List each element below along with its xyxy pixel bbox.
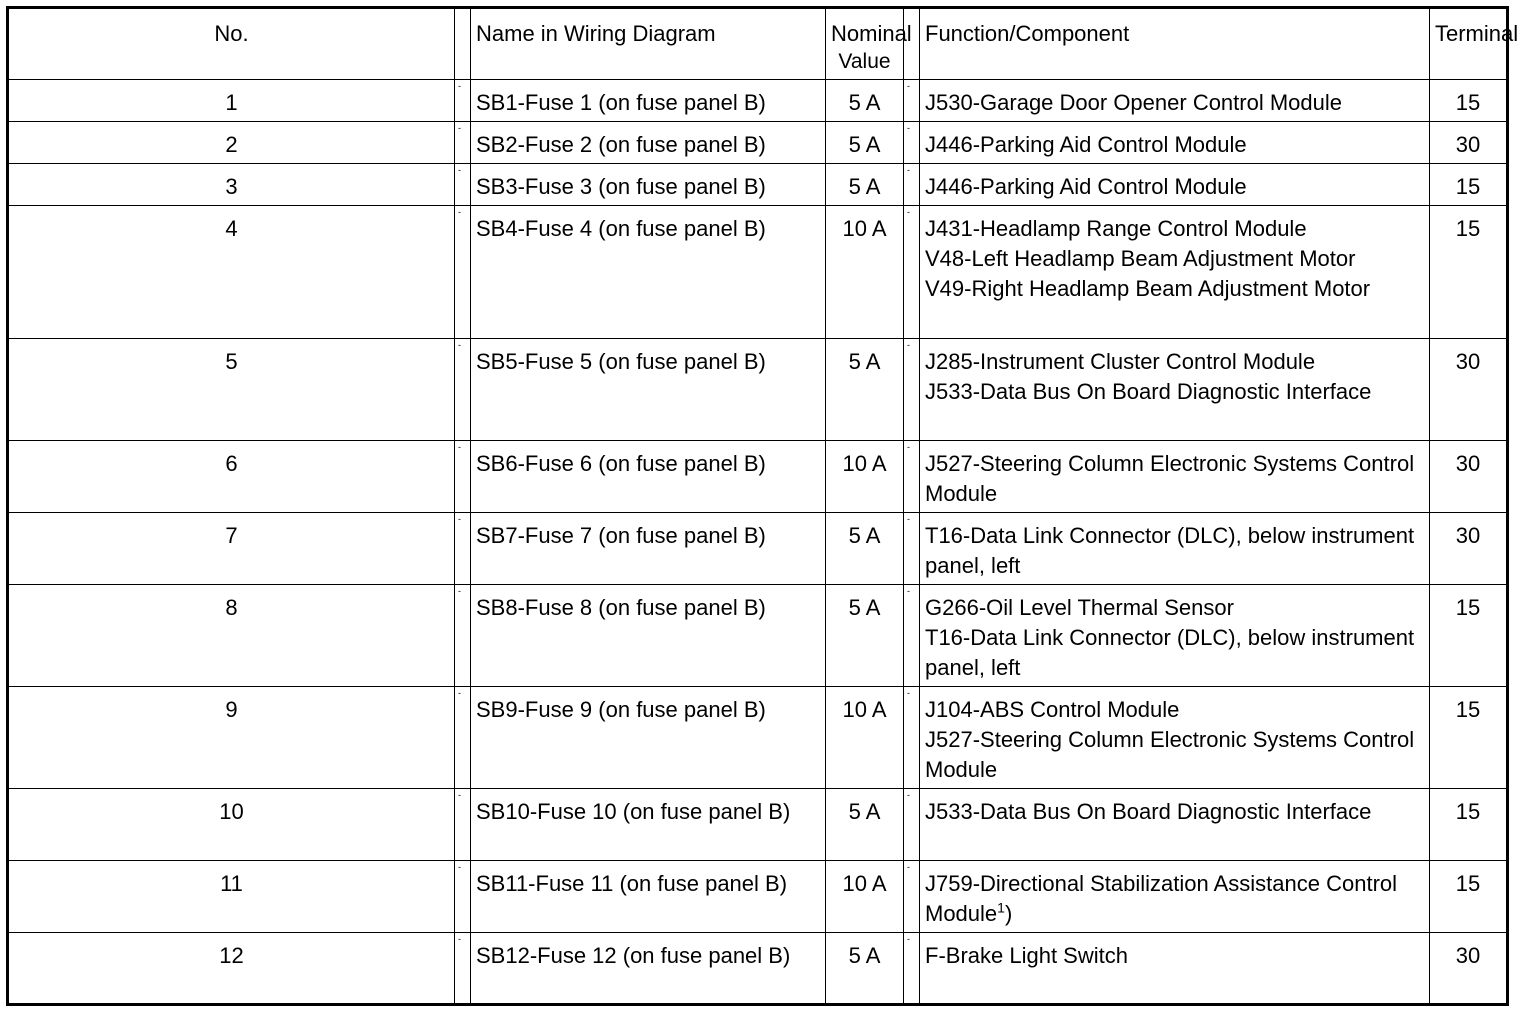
- wiring-diagram-name: SB1-Fuse 1 (on fuse panel B): [471, 80, 826, 122]
- nominal-value: 5 A: [826, 164, 904, 206]
- footnote-marker: 1: [997, 899, 1005, 916]
- function-component: [920, 122, 1430, 164]
- function-line: [925, 347, 1424, 377]
- function-component: [920, 206, 1430, 339]
- function-component: [920, 585, 1430, 687]
- table-row: [8, 789, 1508, 861]
- fuse-number: 10: [8, 789, 455, 861]
- function-component: [920, 339, 1430, 441]
- function-line: [925, 274, 1424, 304]
- table-row: [8, 339, 1508, 441]
- function-line: [925, 593, 1424, 623]
- table-row: [8, 687, 1508, 789]
- fuse-number: 6: [8, 441, 455, 513]
- fuse-number: 11: [8, 861, 455, 933]
- terminal-value: 15: [1430, 789, 1508, 861]
- terminal-value: 15: [1430, 585, 1508, 687]
- function-text: V48-Left Headlamp Beam Adjustment Motor: [925, 246, 1356, 271]
- table-row: [8, 441, 1508, 513]
- function-line: [925, 88, 1424, 118]
- gap-mark: -: [904, 80, 920, 122]
- gap-mark: -: [904, 339, 920, 441]
- gap-mark: -: [904, 441, 920, 513]
- gap-mark: -: [455, 861, 471, 933]
- wiring-diagram-name: SB3-Fuse 3 (on fuse panel B): [471, 164, 826, 206]
- nominal-value: 5 A: [826, 80, 904, 122]
- nominal-value: 10 A: [826, 441, 904, 513]
- header-gap: [455, 8, 471, 80]
- function-text: V49-Right Headlamp Beam Adjustment Motor: [925, 276, 1371, 301]
- nominal-value: 10 A: [826, 861, 904, 933]
- function-line: [925, 449, 1424, 509]
- nominal-value: 10 A: [826, 206, 904, 339]
- function-component: [920, 513, 1430, 585]
- gap-mark: -: [455, 687, 471, 789]
- nominal-value: 5 A: [826, 513, 904, 585]
- terminal-value: 30: [1430, 441, 1508, 513]
- terminal-value: 30: [1430, 513, 1508, 585]
- gap-mark: -: [904, 933, 920, 1005]
- wiring-diagram-name: SB4-Fuse 4 (on fuse panel B): [471, 206, 826, 339]
- function-component: [920, 441, 1430, 513]
- header-function: Function/Component: [920, 8, 1430, 80]
- table-body: [8, 80, 1508, 1005]
- gap-mark: -: [904, 122, 920, 164]
- terminal-value: 30: [1430, 122, 1508, 164]
- wiring-diagram-name: SB10-Fuse 10 (on fuse panel B): [471, 789, 826, 861]
- gap-mark: -: [904, 164, 920, 206]
- function-line: [925, 377, 1424, 407]
- wiring-diagram-name: SB7-Fuse 7 (on fuse panel B): [471, 513, 826, 585]
- table-row: [8, 164, 1508, 206]
- gap-mark: -: [904, 861, 920, 933]
- terminal-value: 15: [1430, 164, 1508, 206]
- gap-mark: -: [455, 789, 471, 861]
- function-text: J431-Headlamp Range Control Module: [925, 216, 1307, 241]
- gap-mark: -: [904, 585, 920, 687]
- header-nominal-value: [826, 8, 912, 80]
- header-name: Name in Wiring Diagram: [471, 8, 826, 80]
- function-text: T16-Data Link Connector (DLC), below instrument panel, left: [925, 625, 1415, 680]
- fuse-number: 8: [8, 585, 455, 687]
- terminal-value: 15: [1430, 80, 1508, 122]
- function-component: [920, 789, 1430, 861]
- fuse-number: 1: [8, 80, 455, 122]
- function-line: [925, 244, 1424, 274]
- fuse-table: [6, 6, 1519, 1006]
- fuse-number: 4: [8, 206, 455, 339]
- gap-mark: -: [455, 206, 471, 339]
- fuse-number: 9: [8, 687, 455, 789]
- nominal-value: 5 A: [826, 789, 904, 861]
- header-nominal-bottom: Value: [838, 50, 891, 73]
- table-row: [8, 585, 1508, 687]
- function-text: J530-Garage Door Opener Control Module: [925, 90, 1343, 115]
- terminal-value: 15: [1430, 687, 1508, 789]
- terminal-value: 30: [1430, 339, 1508, 441]
- table-row: [8, 933, 1508, 1005]
- function-text: J285-Instrument Cluster Control Module: [925, 349, 1316, 374]
- fuse-number: 7: [8, 513, 455, 585]
- function-text: J446-Parking Aid Control Module: [925, 132, 1247, 157]
- gap-mark: -: [455, 513, 471, 585]
- function-line: [925, 130, 1424, 160]
- wiring-diagram-name: SB5-Fuse 5 (on fuse panel B): [471, 339, 826, 441]
- gap-mark: -: [455, 80, 471, 122]
- function-line: [925, 941, 1424, 971]
- wiring-diagram-name: SB9-Fuse 9 (on fuse panel B): [471, 687, 826, 789]
- header-no: No.: [8, 8, 455, 80]
- function-text: G266-Oil Level Thermal Sensor: [925, 595, 1234, 620]
- nominal-value: 5 A: [826, 585, 904, 687]
- gap-mark: -: [455, 122, 471, 164]
- function-line: [925, 725, 1424, 785]
- function-component: [920, 861, 1430, 933]
- nominal-value: 5 A: [826, 122, 904, 164]
- function-line: [925, 214, 1424, 244]
- function-text: F-Brake Light Switch: [925, 943, 1128, 968]
- gap-mark: -: [455, 441, 471, 513]
- function-line: [925, 172, 1424, 202]
- table-row: [8, 122, 1508, 164]
- nominal-value: 10 A: [826, 687, 904, 789]
- gap-mark: -: [455, 933, 471, 1005]
- gap-mark: -: [904, 513, 920, 585]
- gap-mark: -: [904, 789, 920, 861]
- function-text: J533-Data Bus On Board Diagnostic Interface: [925, 799, 1372, 824]
- function-line: [925, 623, 1424, 683]
- function-text: J104-ABS Control Module: [925, 697, 1180, 722]
- nominal-value: 5 A: [826, 339, 904, 441]
- function-text: J527-Steering Column Electronic Systems Control Module: [925, 727, 1415, 782]
- table-row: [8, 80, 1508, 122]
- function-component: [920, 80, 1430, 122]
- function-line: [925, 869, 1424, 929]
- header-terminal: Terminal: [1430, 8, 1508, 80]
- function-text: J527-Steering Column Electronic Systems Control Module: [925, 451, 1415, 506]
- header-nominal-top: Nominal: [831, 21, 912, 46]
- wiring-diagram-name: SB2-Fuse 2 (on fuse panel B): [471, 122, 826, 164]
- function-component: [920, 687, 1430, 789]
- terminal-value: 30: [1430, 933, 1508, 1005]
- function-text: J759-Directional Stabilization Assistance Control Module: [925, 871, 1398, 926]
- table-row: [8, 513, 1508, 585]
- fuse-number: 5: [8, 339, 455, 441]
- function-line: [925, 797, 1424, 827]
- gap-mark: -: [455, 585, 471, 687]
- footnote-close: ): [1004, 901, 1013, 926]
- gap-mark: -: [455, 339, 471, 441]
- fuse-number: 2: [8, 122, 455, 164]
- wiring-diagram-name: SB6-Fuse 6 (on fuse panel B): [471, 441, 826, 513]
- function-text: T16-Data Link Connector (DLC), below instrument panel, left: [925, 523, 1415, 578]
- function-text: J446-Parking Aid Control Module: [925, 174, 1247, 199]
- gap-mark: -: [904, 206, 920, 339]
- function-text: J533-Data Bus On Board Diagnostic Interface: [925, 379, 1372, 404]
- header-row: [8, 8, 1508, 80]
- fuse-number: 3: [8, 164, 455, 206]
- function-line: [925, 521, 1424, 581]
- table-row: [8, 861, 1508, 933]
- function-component: [920, 933, 1430, 1005]
- gap-mark: -: [904, 687, 920, 789]
- table-row: [8, 206, 1508, 339]
- wiring-diagram-name: SB8-Fuse 8 (on fuse panel B): [471, 585, 826, 687]
- function-component: [920, 164, 1430, 206]
- terminal-value: 15: [1430, 861, 1508, 933]
- terminal-value: 15: [1430, 206, 1508, 339]
- nominal-value: 5 A: [826, 933, 904, 1005]
- gap-mark: -: [455, 164, 471, 206]
- function-line: [925, 695, 1424, 725]
- fuse-number: 12: [8, 933, 455, 1005]
- wiring-diagram-name: SB11-Fuse 11 (on fuse panel B): [471, 861, 826, 933]
- wiring-diagram-name: SB12-Fuse 12 (on fuse panel B): [471, 933, 826, 1005]
